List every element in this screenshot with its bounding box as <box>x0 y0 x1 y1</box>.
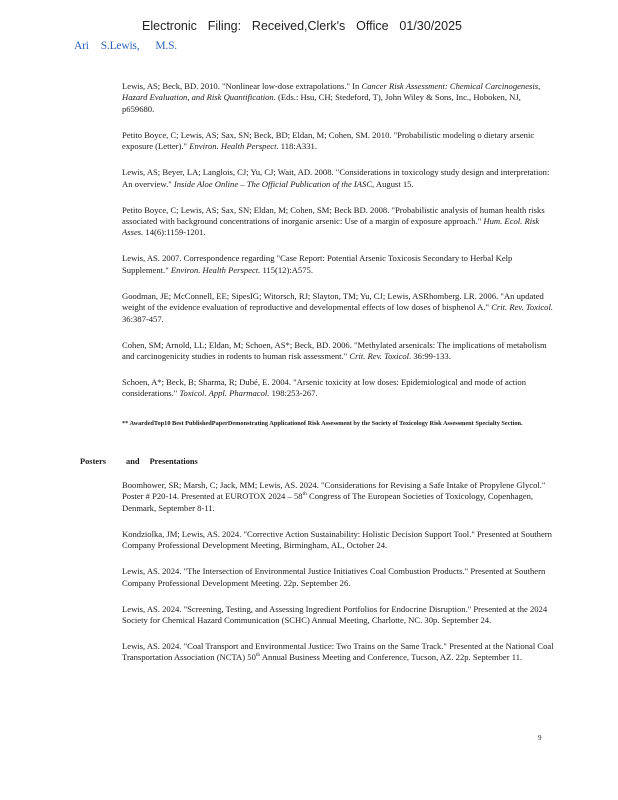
presentation-entry <box>122 529 554 552</box>
citation-journal: Inside Aloe Online – The Official Publication of the IASC, <box>173 178 375 189</box>
stamp-word: Filing: <box>207 19 242 33</box>
publication-entry <box>122 340 554 363</box>
presentation-tail: Congress of The European Societies of Toxicology, Copenhagen, Denmark, September 8-11. <box>122 491 534 513</box>
ordinal-suffix: th <box>302 491 307 498</box>
citation-journal: Cancer Risk Assessment: Chemical Carcinogenesis, Hazard Evaluation, and Risk Quantification. <box>122 81 541 103</box>
ordinal-suffix: th <box>255 652 261 659</box>
citation-tail: 115(12):A575. <box>260 264 313 275</box>
presentation-text: Boomhower, SR; Marsh, C; Jack, MM; Lewis, AS. 2024. "Considerations for Revising a Safe Intake of Propylene Glycol." Poster # P20-14. Presented at EUROTOX 2024 – 58 <box>122 480 546 502</box>
publication-entry <box>122 167 554 190</box>
stamp-word: Office <box>356 19 389 33</box>
citation-tail: (Eds.: Hsu, CH; Stedeford, T), John Wiley & Sons, Inc., Hoboken, NJ, p659680. <box>122 92 521 114</box>
award-footnote: ** AwardedTop10 Best PublishedPaperDemonstrating Applicationof Risk Assessment by the Society of Toxicology Risk Assessment Specialty Section. <box>122 420 523 427</box>
publications-list <box>122 81 554 414</box>
citation-text: Petito Boyce, C; Lewis, AS; Sax, SN; Beck, BD; Eldan, M; Cohen, SM. 2010. "Probabilistic modeling o dietary arsenic exposure (Letter)." <box>122 129 535 152</box>
presentation-entry <box>122 641 554 664</box>
filing-stamp <box>142 19 462 33</box>
citation-journal: Environ. Health Perspect. <box>170 264 261 275</box>
citation-tail: 36:387-457. <box>122 313 164 324</box>
citation-tail: 14(6):1159-1201. <box>143 227 206 238</box>
presentation-text: Lewis, AS. 2024. "The Intersection of Environmental Justice Initiatives Coal Combustion Products." Presented at Southern Company Professional Development Meeting. 22p. September 26. <box>122 566 546 588</box>
page-number: 9 <box>538 734 542 742</box>
presentation-text: Lewis, AS. 2024. "Coal Transport and Environmental Justice: Two Trains on the Same Track." Presented at the National Coal Transportation Association (NCTA) 50 <box>122 641 554 663</box>
citation-tail: 36:99-133. <box>411 351 451 362</box>
citation-tail: August 15. <box>374 178 414 189</box>
author-last: S.Lewis, <box>100 40 140 52</box>
presentation-tail: Annual Business Meeting and Conference, Tucson, AZ. 22p. September 11. <box>260 652 523 663</box>
citation-tail: 198:253-267. <box>269 388 318 399</box>
citation-text: Lewis, AS; Beck, BD. 2010. "Nonlinear low-dose extrapolations." In <box>122 81 362 91</box>
stamp-word: 01/30/2025 <box>399 19 462 33</box>
heading-word: and <box>126 457 140 466</box>
author-degree: M.S. <box>155 40 177 52</box>
heading-word: Presentations <box>149 457 198 466</box>
section-heading-posters <box>80 457 198 466</box>
citation-text: Cohen, SM; Arnold, LL; Eldan, M; Schoen, AS*; Beck, BD. 2006. "Methylated arsenicals: The implications of metabolism and carcinogenicity studies in rodents to human risk assessment." <box>122 339 547 362</box>
publication-entry <box>122 205 554 239</box>
citation-text: Lewis, AS; Beyer, LA; Langlois, CJ; Yu, CJ; Wait, AD. 2008. "Considerations in toxicology study design and interpretation: An overview." <box>122 167 550 189</box>
presentation-entry <box>122 480 554 514</box>
citation-text: Schoen, A*; Beck, B; Sharma, R; Dubé, E. 2004. "Arsenic toxicity at low doses: Epidemiological and mode of action considerations." <box>122 377 526 399</box>
heading-word: Posters <box>80 457 107 466</box>
citation-text: Petito Boyce, C; Lewis, AS; Sax, SN; Eldan, M; Cohen, SM; Beck BD. 2008. "Probabilistic analysis of human health risks associated with background concentrations of inorganic arsenic: Use of a margin of exposure approach." <box>122 204 545 227</box>
presentations-list <box>122 480 554 678</box>
presentation-entry <box>122 604 554 627</box>
citation-journal: Crit. Rev. Toxicol. <box>349 351 412 362</box>
stamp-word: Received,Clerk's <box>251 19 346 33</box>
publication-entry <box>122 291 554 325</box>
citation-journal: Toxicol. Appl. Pharmacol. <box>179 388 270 399</box>
citation-journal: Hum. Ecol. Risk Asses. <box>122 216 540 238</box>
publication-entry <box>122 253 554 276</box>
author-name <box>74 40 177 52</box>
presentation-text: Lewis, AS. 2024. "Screening, Testing, and Assessing Ingredient Portfolios for Endocrine Disruption." Presented at the 2024 Society for Chemical Hazard Communication (SCHC) Annual Meeting, Charlotte, NC. 30p. September 24. <box>122 603 548 626</box>
publication-entry <box>122 81 554 115</box>
presentation-text: Kondziolka, JM; Lewis, AS. 2024. "Corrective Action Sustainability: Holistic Decision Support Tool." Presented at Southern Company Professional Development Meeting, Birmingham, AL, October 24. <box>122 528 552 551</box>
author-first: Ari <box>74 40 89 52</box>
citation-journal: Environ. Health Perspect. <box>189 141 279 152</box>
citation-tail: 118:A331. <box>278 141 317 152</box>
publication-entry <box>122 130 554 153</box>
citation-text: Goodman, JE; McConnell, EE; SipesIG; Witorsch, RJ; Slayton, TM; Yu, CJ; Lewis, ASRhomberg. LR. 2006. "An updated weight of the evidence evaluation of reproductive and developmental effects of low doses of bisphenol A." <box>122 290 544 313</box>
citation-journal: Crit. Rev. Toxicol. <box>491 302 554 313</box>
publication-entry <box>122 377 554 400</box>
stamp-word: Electronic <box>142 19 197 33</box>
citation-text: Lewis, AS. 2007. Correspondence regarding "Case Report: Potential Arsenic Toxicosis Secondary to Herbal Kelp Supplement." <box>122 253 513 275</box>
presentation-entry <box>122 566 554 589</box>
